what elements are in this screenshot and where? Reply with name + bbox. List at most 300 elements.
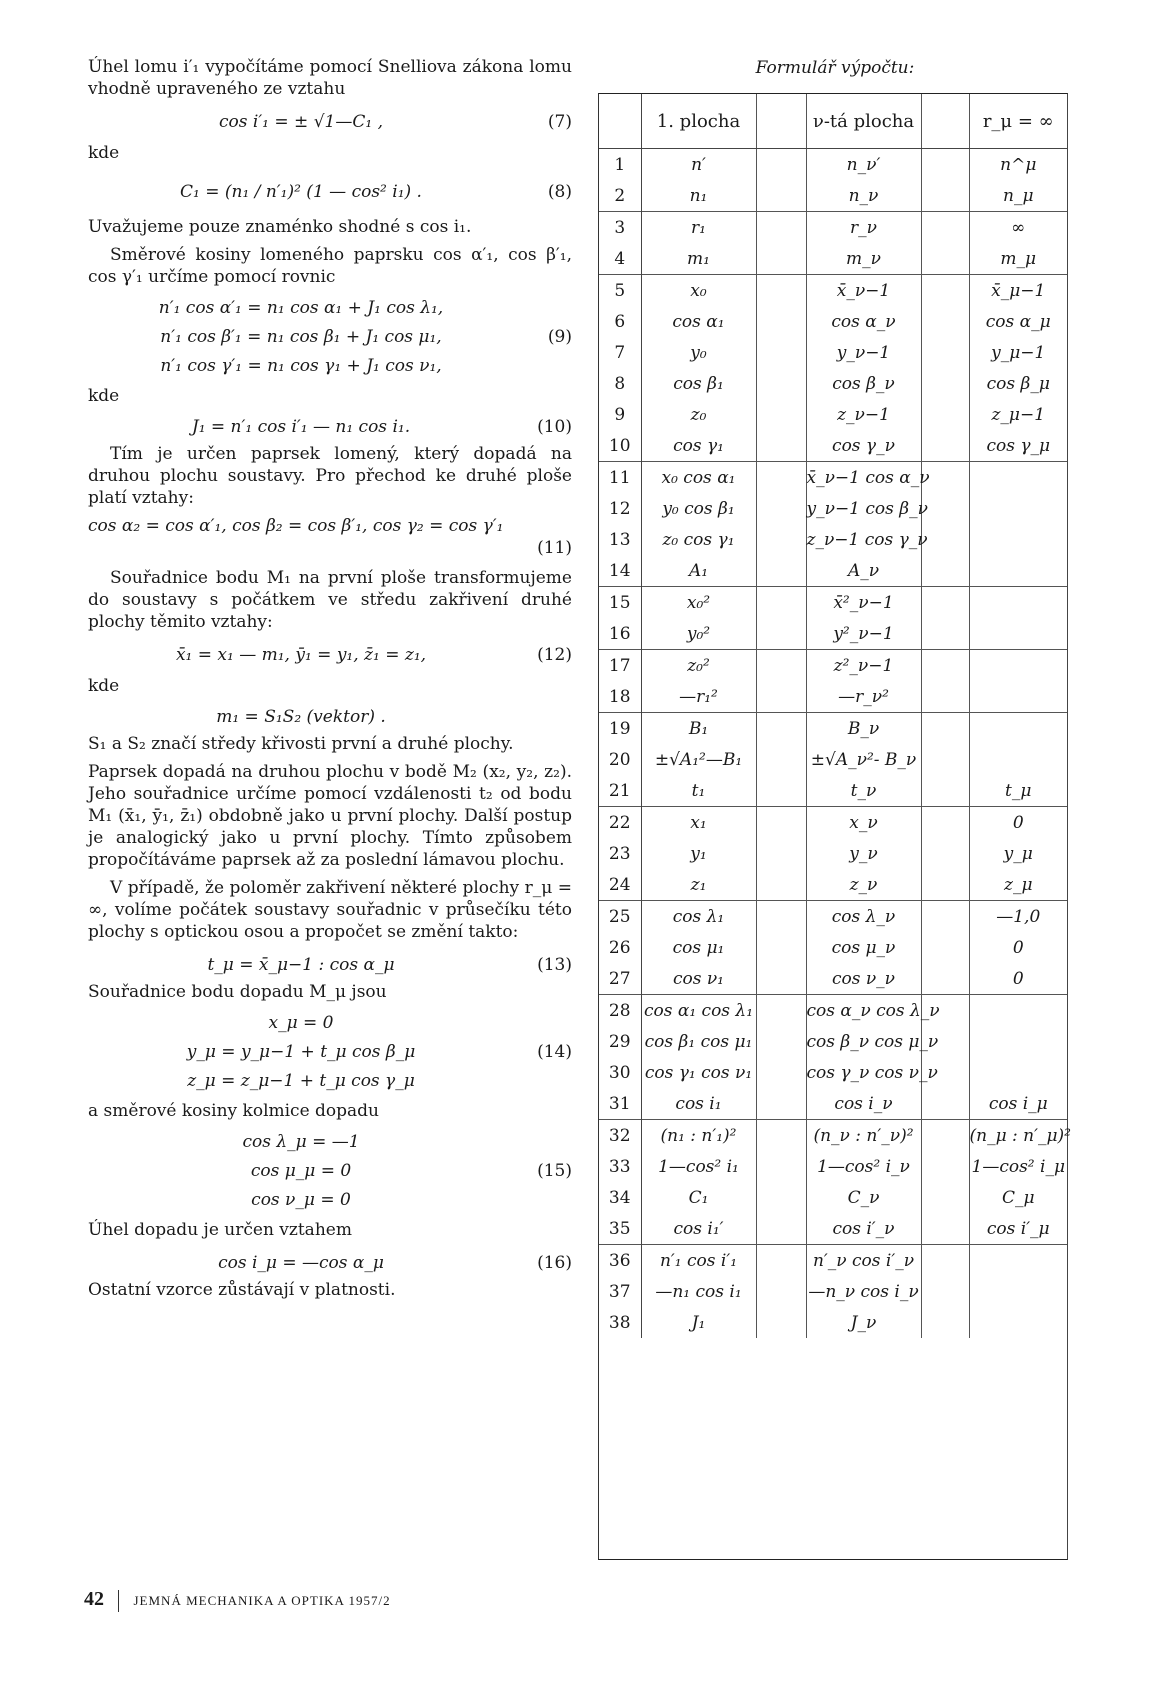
equation-14b-formula: y_μ = y_μ−1 + t_μ cos β_μ bbox=[186, 1042, 416, 1062]
row-number: 4 bbox=[599, 243, 641, 275]
cell-first-surface: z₁ bbox=[641, 869, 756, 901]
cell-gap bbox=[921, 1088, 969, 1120]
cell-gap bbox=[756, 1120, 806, 1152]
table-row bbox=[599, 1213, 1067, 1245]
cell-nth-surface: z_ν−1 bbox=[806, 399, 921, 430]
cell-nth-surface: y²_ν−1 bbox=[806, 618, 921, 650]
table-row bbox=[599, 212, 1067, 244]
row-number: 15 bbox=[599, 587, 641, 619]
paragraph-incidence-angle: Úhel dopadu je určen vztahem bbox=[88, 1220, 352, 1240]
cell-infinite-radius: cos γ_μ bbox=[986, 435, 1051, 456]
table-row bbox=[599, 462, 1067, 494]
row-number: 38 bbox=[599, 1307, 641, 1338]
cell-gap bbox=[921, 555, 969, 587]
header-row-number bbox=[599, 94, 641, 149]
equation-7-formula: cos i′₁ = ± √1—C₁ , bbox=[219, 112, 383, 132]
table-row bbox=[599, 1026, 1067, 1057]
cell-gap bbox=[756, 337, 806, 368]
equation-7 bbox=[88, 106, 572, 138]
cell-infinite-radius bbox=[969, 1245, 1067, 1277]
row-number: 24 bbox=[599, 869, 641, 901]
equation-16-number: (16) bbox=[537, 1253, 572, 1273]
paragraph-normal-cosines: a směrové kosiny kolmice dopadu bbox=[88, 1101, 380, 1121]
row-number: 37 bbox=[599, 1276, 641, 1307]
cell-gap bbox=[756, 869, 806, 901]
cell-nth-surface: t_ν bbox=[806, 775, 921, 807]
paragraph-sign: Uvažujeme pouze znaménko shodné s cos i₁. bbox=[88, 217, 472, 237]
cell-first-surface: cos β₁ bbox=[641, 368, 756, 399]
cell-gap bbox=[756, 1026, 806, 1057]
cell-infinite-radius: y_μ−1 bbox=[991, 342, 1046, 363]
cell-nth-surface: z²_ν−1 bbox=[806, 650, 921, 682]
cell-infinite-radius bbox=[969, 1026, 1067, 1057]
paragraph-centers: S₁ a S₂ značí středy křivosti první a druhé plochy. bbox=[88, 734, 514, 754]
table-row bbox=[599, 995, 1067, 1027]
cell-gap bbox=[921, 650, 969, 682]
row-number: 29 bbox=[599, 1026, 641, 1057]
equation-15a-formula: cos λ_μ = —1 bbox=[242, 1132, 360, 1152]
cell-nth-surface: cos β_ν cos μ_ν bbox=[806, 1026, 921, 1057]
cell-gap bbox=[921, 306, 969, 337]
equation-9c-formula: n′₁ cos γ′₁ = n₁ cos γ₁ + J₁ cos ν₁, bbox=[160, 356, 442, 376]
equation-9c bbox=[88, 352, 572, 381]
equation-10 bbox=[88, 411, 572, 443]
cell-infinite-radius: 0 bbox=[1012, 937, 1024, 958]
paragraph-second-surface: Paprsek dopadá na druhou plochu v bodě M₂ (x₂, y₂, z₂). Jeho souřadnice určíme pomocí vzdálenosti t₂ od bodu M₁ (x̄₁, ȳ₁, z̄₁) obdobně jako u první plochy. Další postup je analogický jako u první plochy. Tímto způsobem propočítáváme paprsek až za poslední lámavou plochu. bbox=[88, 762, 572, 870]
header-gap-2 bbox=[921, 94, 969, 149]
cell-gap bbox=[756, 618, 806, 650]
equation-14a bbox=[88, 1009, 572, 1038]
cell-first-surface: cos α₁ bbox=[641, 306, 756, 337]
cell-gap bbox=[921, 243, 969, 275]
cell-gap bbox=[756, 368, 806, 399]
cell-gap bbox=[921, 1182, 969, 1213]
cell-first-surface: x₀ bbox=[641, 275, 756, 307]
cell-gap bbox=[921, 493, 969, 524]
equation-12-formula: x̄₁ = x₁ — m₁, ȳ₁ = y₁, z̄₁ = z₁, bbox=[175, 645, 427, 665]
cell-first-surface: r₁ bbox=[641, 212, 756, 244]
cell-gap bbox=[756, 744, 806, 775]
cell-gap bbox=[921, 368, 969, 399]
kde-label: kde bbox=[88, 143, 120, 163]
cell-gap bbox=[921, 1213, 969, 1245]
equation-13-formula: t_μ = x̄_μ−1 : cos α_μ bbox=[207, 955, 395, 975]
cell-gap bbox=[921, 212, 969, 244]
equation-12b-formula: m₁ = S₁S₂ (vektor) . bbox=[216, 707, 386, 727]
equation-15b-formula: cos μ_μ = 0 bbox=[250, 1161, 352, 1181]
table-row bbox=[599, 869, 1067, 901]
table-row bbox=[599, 275, 1067, 307]
cell-nth-surface: n_ν′ bbox=[806, 149, 921, 181]
cell-gap bbox=[756, 275, 806, 307]
row-number: 18 bbox=[599, 681, 641, 713]
cell-nth-surface: cos α_ν bbox=[806, 306, 921, 337]
cell-gap bbox=[921, 932, 969, 963]
equation-11-number: (11) bbox=[537, 538, 572, 558]
cell-nth-surface: cos γ_ν bbox=[806, 430, 921, 462]
equation-15a bbox=[88, 1128, 572, 1157]
equation-9 bbox=[88, 294, 572, 381]
cell-first-surface: A₁ bbox=[641, 555, 756, 587]
cell-infinite-radius: cos i′_μ bbox=[986, 1218, 1050, 1239]
row-number: 36 bbox=[599, 1245, 641, 1277]
equation-14c-formula: z_μ = z_μ−1 + t_μ cos γ_μ bbox=[187, 1071, 415, 1091]
row-number: 1 bbox=[599, 149, 641, 181]
cell-nth-surface: x̄_ν−1 cos α_ν bbox=[806, 462, 921, 494]
cell-gap bbox=[921, 618, 969, 650]
cell-first-surface: J₁ bbox=[641, 1307, 756, 1338]
paragraph-incidence-point: Souřadnice bodu dopadu M_μ jsou bbox=[88, 982, 387, 1002]
row-number: 21 bbox=[599, 775, 641, 807]
table-row bbox=[599, 587, 1067, 619]
cell-nth-surface: z_ν−1 cos γ_ν bbox=[806, 524, 921, 555]
table-row bbox=[599, 1245, 1067, 1277]
page-footer bbox=[84, 1588, 391, 1612]
cell-gap bbox=[756, 1088, 806, 1120]
cell-gap bbox=[756, 430, 806, 462]
cell-gap bbox=[756, 838, 806, 869]
left-text-column bbox=[88, 56, 572, 1307]
equation-7-number: (7) bbox=[547, 112, 572, 132]
cell-infinite-radius bbox=[969, 713, 1067, 745]
cell-first-surface: y₀ bbox=[641, 337, 756, 368]
table-row bbox=[599, 963, 1067, 995]
cell-first-surface: cos μ₁ bbox=[641, 932, 756, 963]
equation-11 bbox=[88, 515, 572, 559]
table-row bbox=[599, 149, 1067, 181]
cell-gap bbox=[921, 681, 969, 713]
equation-13-number: (13) bbox=[537, 955, 572, 975]
cell-first-surface: 1—cos² i₁ bbox=[641, 1151, 756, 1182]
table-row bbox=[599, 337, 1067, 368]
cell-nth-surface: cos β_ν bbox=[806, 368, 921, 399]
cell-nth-surface: B_ν bbox=[806, 713, 921, 745]
cell-gap bbox=[756, 555, 806, 587]
cell-first-surface: x₁ bbox=[641, 807, 756, 839]
cell-gap bbox=[756, 243, 806, 275]
table-row bbox=[599, 524, 1067, 555]
equation-15c-formula: cos ν_μ = 0 bbox=[251, 1190, 351, 1210]
cell-gap bbox=[756, 1276, 806, 1307]
cell-first-surface: cos β₁ cos μ₁ bbox=[641, 1026, 756, 1057]
cell-gap bbox=[756, 650, 806, 682]
cell-first-surface: cos ν₁ bbox=[641, 963, 756, 995]
cell-gap bbox=[921, 149, 969, 181]
table-row bbox=[599, 681, 1067, 713]
row-number: 11 bbox=[599, 462, 641, 494]
cell-gap bbox=[756, 1307, 806, 1338]
row-number: 28 bbox=[599, 995, 641, 1027]
cell-infinite-radius bbox=[969, 493, 1067, 524]
cell-infinite-radius bbox=[969, 462, 1067, 494]
cell-nth-surface: y_ν bbox=[806, 838, 921, 869]
form-table bbox=[599, 94, 1071, 1338]
cell-first-surface: y₀² bbox=[641, 618, 756, 650]
cell-first-surface: cos γ₁ cos ν₁ bbox=[641, 1057, 756, 1088]
paragraph-infinite-radius: V případě, že poloměr zakřivení některé plochy r_μ = ∞, volíme počátek soustavy souřadnic v průsečíku této plochy s optickou osou a propočet se změní takto: bbox=[88, 878, 572, 942]
cell-gap bbox=[756, 1057, 806, 1088]
cell-gap bbox=[921, 963, 969, 995]
header-gap-1 bbox=[756, 94, 806, 149]
cell-infinite-radius: m_μ bbox=[1000, 248, 1037, 269]
cell-infinite-radius: cos i_μ bbox=[988, 1093, 1048, 1114]
equation-13 bbox=[88, 949, 572, 981]
cell-gap bbox=[921, 1307, 969, 1338]
equation-10-number: (10) bbox=[537, 417, 572, 437]
row-number: 33 bbox=[599, 1151, 641, 1182]
equation-9b bbox=[88, 323, 572, 352]
row-number: 3 bbox=[599, 212, 641, 244]
cell-infinite-radius: n_μ bbox=[1003, 185, 1034, 206]
equation-9a-formula: n′₁ cos α′₁ = n₁ cos α₁ + J₁ cos λ₁, bbox=[158, 298, 444, 318]
cell-gap bbox=[756, 493, 806, 524]
equation-9a bbox=[88, 294, 572, 323]
cell-infinite-radius: 0 bbox=[1012, 968, 1024, 989]
row-number: 20 bbox=[599, 744, 641, 775]
cell-first-surface: (n₁ : n′₁)² bbox=[641, 1120, 756, 1152]
cell-infinite-radius: 1—cos² i_μ bbox=[971, 1156, 1065, 1177]
cell-gap bbox=[921, 337, 969, 368]
table-header-row bbox=[599, 94, 1067, 149]
footer-divider bbox=[118, 1590, 119, 1612]
calculation-form-table bbox=[598, 93, 1071, 1560]
equation-15b bbox=[88, 1157, 572, 1186]
cell-first-surface: B₁ bbox=[641, 713, 756, 745]
cell-gap bbox=[921, 869, 969, 901]
cell-infinite-radius: 0 bbox=[969, 807, 1067, 839]
equation-14-number: (14) bbox=[537, 1042, 572, 1062]
table-row bbox=[599, 306, 1067, 337]
row-number: 7 bbox=[599, 337, 641, 368]
cell-nth-surface: m_ν bbox=[806, 243, 921, 275]
table-row bbox=[599, 1088, 1067, 1120]
cell-infinite-radius: y_μ bbox=[1003, 843, 1033, 864]
cell-infinite-radius bbox=[969, 681, 1067, 713]
cell-infinite-radius bbox=[969, 587, 1067, 619]
cell-nth-surface: x_ν bbox=[806, 807, 921, 839]
table-body bbox=[599, 149, 1071, 1339]
cell-nth-surface: (n_ν : n′_ν)² bbox=[806, 1120, 921, 1152]
cell-first-surface: cos i₁′ bbox=[641, 1213, 756, 1245]
cell-infinite-radius bbox=[969, 650, 1067, 682]
cell-infinite-radius bbox=[969, 1276, 1067, 1307]
equation-8-number: (8) bbox=[547, 182, 572, 202]
cell-infinite-radius: ∞ bbox=[969, 212, 1067, 244]
header-infinite-radius: r_μ = ∞ bbox=[969, 94, 1067, 149]
equation-12-number: (12) bbox=[537, 645, 572, 665]
table-row bbox=[599, 618, 1067, 650]
cell-gap bbox=[756, 932, 806, 963]
cell-infinite-radius bbox=[969, 995, 1067, 1027]
row-number: 10 bbox=[599, 430, 641, 462]
row-number: 12 bbox=[599, 493, 641, 524]
cell-gap bbox=[921, 1245, 969, 1277]
row-number: 23 bbox=[599, 838, 641, 869]
table-row bbox=[599, 838, 1067, 869]
table-row bbox=[599, 1057, 1067, 1088]
cell-first-surface: cos λ₁ bbox=[641, 901, 756, 933]
cell-nth-surface: n′_ν cos i′_ν bbox=[806, 1245, 921, 1277]
cell-gap bbox=[756, 587, 806, 619]
cell-gap bbox=[921, 713, 969, 745]
cell-first-surface: n′ bbox=[641, 149, 756, 181]
row-number: 35 bbox=[599, 1213, 641, 1245]
table-caption: Formulář výpočtu: bbox=[755, 58, 915, 78]
cell-gap bbox=[756, 462, 806, 494]
equation-12 bbox=[88, 639, 572, 671]
equation-9-number: (9) bbox=[547, 327, 572, 347]
equation-16 bbox=[88, 1247, 572, 1279]
cell-gap bbox=[921, 399, 969, 430]
table-row bbox=[599, 1307, 1067, 1338]
cell-nth-surface: cos α_ν cos λ_ν bbox=[806, 995, 921, 1027]
row-number: 2 bbox=[599, 180, 641, 212]
row-number: 32 bbox=[599, 1120, 641, 1152]
row-number: 5 bbox=[599, 275, 641, 307]
cell-gap bbox=[921, 775, 969, 807]
cell-gap bbox=[756, 1245, 806, 1277]
equation-11-formula: cos α₂ = cos α′₁, cos β₂ = cos β′₁, cos γ₂ = cos γ′₁ bbox=[88, 516, 504, 536]
cell-gap bbox=[921, 430, 969, 462]
cell-gap bbox=[756, 1151, 806, 1182]
cell-gap bbox=[921, 275, 969, 307]
row-number: 17 bbox=[599, 650, 641, 682]
cell-nth-surface: cos i_ν bbox=[806, 1088, 921, 1120]
paragraph-refracted-ray: Tím je určen paprsek lomený, který dopadá na druhou plochu soustavy. Pro přechod ke druhé ploše platí vztahy: bbox=[88, 444, 572, 508]
cell-infinite-radius bbox=[969, 1057, 1067, 1088]
journal-name: JEMNÁ MECHANIKA A OPTIKA 1957/2 bbox=[133, 1593, 391, 1608]
row-number: 14 bbox=[599, 555, 641, 587]
row-number: 31 bbox=[599, 1088, 641, 1120]
cell-nth-surface: cos i′_ν bbox=[806, 1213, 921, 1245]
row-number: 22 bbox=[599, 807, 641, 839]
cell-nth-surface: cos λ_ν bbox=[806, 901, 921, 933]
equation-14b bbox=[88, 1038, 572, 1067]
table-row bbox=[599, 1276, 1067, 1307]
cell-gap bbox=[756, 807, 806, 839]
cell-nth-surface: x̄_ν−1 bbox=[806, 275, 921, 307]
equation-14c bbox=[88, 1067, 572, 1096]
cell-first-surface: z₀ bbox=[641, 399, 756, 430]
cell-infinite-radius: z_μ−1 bbox=[991, 404, 1046, 425]
table-row bbox=[599, 368, 1067, 399]
table-row bbox=[599, 1151, 1067, 1182]
cell-first-surface: cos α₁ cos λ₁ bbox=[641, 995, 756, 1027]
equation-8-formula: C₁ = (n₁ / n′₁)² (1 — cos² i₁) . bbox=[180, 182, 422, 202]
cell-first-surface: ±√A₁²—B₁ bbox=[641, 744, 756, 775]
equation-14 bbox=[88, 1009, 572, 1096]
header-first-surface: 1. plocha bbox=[641, 94, 756, 149]
table-row bbox=[599, 713, 1067, 745]
cell-gap bbox=[756, 681, 806, 713]
row-number: 16 bbox=[599, 618, 641, 650]
cell-gap bbox=[921, 1120, 969, 1152]
table-row bbox=[599, 493, 1067, 524]
cell-gap bbox=[921, 1151, 969, 1182]
cell-nth-surface: cos ν_ν bbox=[806, 963, 921, 995]
cell-first-surface: cos γ₁ bbox=[641, 430, 756, 462]
row-number: 25 bbox=[599, 901, 641, 933]
equation-10-formula: J₁ = n′₁ cos i′₁ — n₁ cos i₁. bbox=[191, 417, 411, 437]
cell-nth-surface: A_ν bbox=[806, 555, 921, 587]
table-row bbox=[599, 1182, 1067, 1213]
cell-first-surface: C₁ bbox=[641, 1182, 756, 1213]
cell-nth-surface: ±√A_ν²- B_ν bbox=[806, 744, 921, 775]
cell-gap bbox=[921, 1276, 969, 1307]
cell-nth-surface: cos γ_ν cos ν_ν bbox=[806, 1057, 921, 1088]
cell-infinite-radius: cos α_μ bbox=[985, 311, 1051, 332]
equation-15c bbox=[88, 1186, 572, 1215]
cell-first-surface: t₁ bbox=[641, 775, 756, 807]
row-number: 13 bbox=[599, 524, 641, 555]
cell-infinite-radius bbox=[969, 744, 1067, 775]
cell-gap bbox=[756, 180, 806, 212]
cell-nth-surface: y_ν−1 bbox=[806, 337, 921, 368]
kde-label: kde bbox=[88, 676, 120, 696]
table-row bbox=[599, 775, 1067, 807]
paragraph-intro: Úhel lomu i′₁ vypočítáme pomocí Snelliova zákona lomu vhodně upraveného ze vztahu bbox=[88, 57, 572, 99]
cell-gap bbox=[921, 180, 969, 212]
cell-infinite-radius: n^μ bbox=[1000, 154, 1037, 175]
cell-nth-surface: cos μ_ν bbox=[806, 932, 921, 963]
cell-infinite-radius: t_μ bbox=[1005, 780, 1032, 801]
table-row bbox=[599, 932, 1067, 963]
cell-nth-surface: x̄²_ν−1 bbox=[806, 587, 921, 619]
cell-first-surface: y₁ bbox=[641, 838, 756, 869]
paragraph-transform: Souřadnice bodu M₁ na první ploše transformujeme do soustavy s počátkem ve středu zakřivení druhé plochy těmito vztahy: bbox=[88, 568, 572, 632]
paragraph-direction-cosines: Směrové kosiny lomeného paprsku cos α′₁, cos β′₁, cos γ′₁ určíme pomocí rovnic bbox=[88, 245, 572, 287]
cell-first-surface: m₁ bbox=[641, 243, 756, 275]
row-number: 30 bbox=[599, 1057, 641, 1088]
cell-infinite-radius: (n_μ : n′_μ)² bbox=[969, 1120, 1067, 1152]
cell-nth-surface: y_ν−1 cos β_ν bbox=[806, 493, 921, 524]
table-row bbox=[599, 243, 1067, 275]
equation-12b bbox=[88, 701, 572, 733]
cell-gap bbox=[921, 901, 969, 933]
cell-nth-surface: J_ν bbox=[806, 1307, 921, 1338]
table-row bbox=[599, 430, 1067, 462]
cell-nth-surface: 1—cos² i_ν bbox=[806, 1151, 921, 1182]
cell-nth-surface: n_ν bbox=[806, 180, 921, 212]
cell-gap bbox=[921, 587, 969, 619]
equation-14a-formula: x_μ = 0 bbox=[268, 1013, 334, 1033]
row-number: 27 bbox=[599, 963, 641, 995]
cell-nth-surface: r_ν bbox=[806, 212, 921, 244]
cell-first-surface: —n₁ cos i₁ bbox=[641, 1276, 756, 1307]
table-row bbox=[599, 555, 1067, 587]
cell-nth-surface: —r_ν² bbox=[806, 681, 921, 713]
equation-15-number: (15) bbox=[537, 1161, 572, 1181]
cell-gap bbox=[921, 524, 969, 555]
row-number: 8 bbox=[599, 368, 641, 399]
cell-gap bbox=[756, 775, 806, 807]
row-number: 6 bbox=[599, 306, 641, 337]
cell-first-surface: —r₁² bbox=[641, 681, 756, 713]
table-row bbox=[599, 901, 1067, 933]
cell-gap bbox=[756, 149, 806, 181]
table-row bbox=[599, 180, 1067, 212]
cell-gap bbox=[921, 807, 969, 839]
row-number: 19 bbox=[599, 713, 641, 745]
cell-first-surface: n′₁ cos i′₁ bbox=[641, 1245, 756, 1277]
cell-infinite-radius: z_μ bbox=[1003, 874, 1033, 895]
cell-nth-surface: z_ν bbox=[806, 869, 921, 901]
cell-infinite-radius bbox=[969, 524, 1067, 555]
cell-first-surface: n₁ bbox=[641, 180, 756, 212]
cell-nth-surface: —n_ν cos i_ν bbox=[806, 1276, 921, 1307]
cell-nth-surface: C_ν bbox=[806, 1182, 921, 1213]
cell-first-surface: x₀² bbox=[641, 587, 756, 619]
